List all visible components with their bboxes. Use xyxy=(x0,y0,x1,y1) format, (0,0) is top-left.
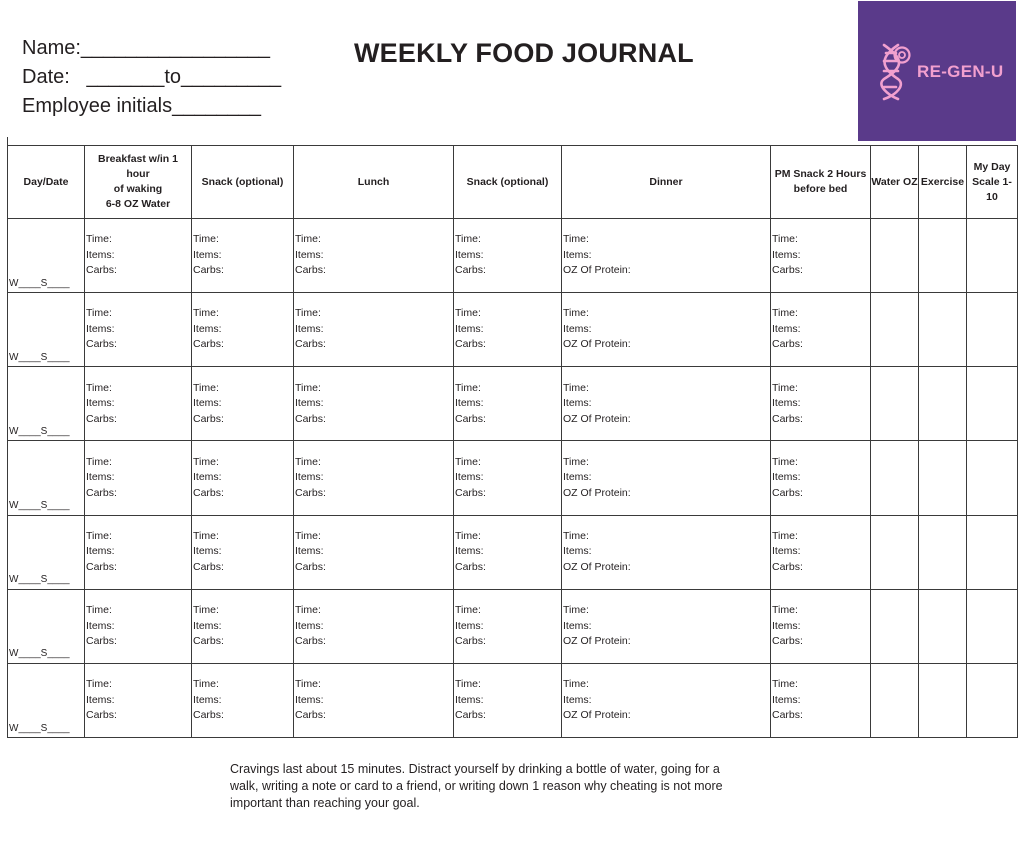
breakfast-cell[interactable] xyxy=(85,367,192,441)
entry-label: OZ Of Protein: xyxy=(563,709,631,722)
lunch-cell[interactable] xyxy=(294,293,454,367)
pm_snack-cell[interactable] xyxy=(771,219,871,293)
entry-label: Items: xyxy=(563,619,592,632)
entry-label: Items: xyxy=(193,619,222,632)
date-range-field[interactable]: Date: _______to_________ xyxy=(22,66,282,88)
entry-label: Carbs: xyxy=(86,635,117,648)
snack1-cell[interactable] xyxy=(192,367,294,441)
snack2-cell[interactable] xyxy=(454,367,562,441)
myday-cell[interactable] xyxy=(967,367,1018,441)
entry-label: Time: xyxy=(193,455,219,468)
entry-label: Time: xyxy=(455,381,481,394)
column-header-label: Lunch xyxy=(357,175,390,188)
entry-label: OZ Of Protein: xyxy=(563,338,631,351)
entry-label: Time: xyxy=(563,604,589,617)
entry-label: Items: xyxy=(455,248,484,261)
entry-label: Items: xyxy=(295,322,324,335)
lunch-cell[interactable] xyxy=(294,663,454,737)
water-cell[interactable] xyxy=(871,663,919,737)
entry-label: Items: xyxy=(772,619,801,632)
entry-label: Time: xyxy=(86,381,112,394)
entry-label: Items: xyxy=(563,693,592,706)
entry-label: Time: xyxy=(295,307,321,320)
entry-label: Time: xyxy=(455,678,481,691)
column-header-label: Water OZ xyxy=(871,175,918,188)
breakfast-cell[interactable] xyxy=(85,663,192,737)
entry-label: Time: xyxy=(193,529,219,542)
exercise-cell[interactable] xyxy=(919,589,967,663)
entry-label: Items: xyxy=(86,693,115,706)
weight-sleep-field[interactable]: W____S____ xyxy=(9,425,70,437)
pm_snack-cell[interactable] xyxy=(771,441,871,515)
dinner-cell[interactable] xyxy=(562,367,771,441)
logo-wordmark: RE-GEN-U xyxy=(917,62,1004,81)
exercise-cell[interactable] xyxy=(919,219,967,293)
entry-label: Items: xyxy=(193,248,222,261)
entry-label: Carbs: xyxy=(455,264,486,277)
myday-cell[interactable] xyxy=(967,663,1018,737)
entry-label: Items: xyxy=(193,545,222,558)
entry-label: Carbs: xyxy=(86,560,117,573)
day-date-cell[interactable] xyxy=(8,515,85,589)
entry-label: Carbs: xyxy=(193,264,224,277)
entry-label: Items: xyxy=(772,322,801,335)
pm_snack-cell[interactable] xyxy=(771,515,871,589)
water-cell[interactable] xyxy=(871,367,919,441)
entry-label: Time: xyxy=(772,678,798,691)
entry-label: Time: xyxy=(86,455,112,468)
table-row xyxy=(8,441,1018,515)
entry-label: Time: xyxy=(295,233,321,246)
weight-sleep-field[interactable]: W____S____ xyxy=(9,648,70,660)
column-header-label: My Day Scale 1-10 xyxy=(972,160,1012,203)
myday-cell[interactable] xyxy=(967,441,1018,515)
entry-label: Time: xyxy=(772,233,798,246)
exercise-cell[interactable] xyxy=(919,367,967,441)
column-header-day xyxy=(8,146,85,219)
water-cell[interactable] xyxy=(871,293,919,367)
entry-label: Time: xyxy=(193,307,219,320)
entry-label: Time: xyxy=(295,381,321,394)
entry-label: Items: xyxy=(455,322,484,335)
column-header-label: Day/Date xyxy=(23,175,69,188)
entry-label: Carbs: xyxy=(772,709,803,722)
entry-label: Items: xyxy=(295,397,324,410)
entry-label: Time: xyxy=(455,233,481,246)
snack1-cell[interactable] xyxy=(192,515,294,589)
weight-sleep-field[interactable]: W____S____ xyxy=(9,722,70,734)
entry-label: Carbs: xyxy=(772,486,803,499)
entry-label: Items: xyxy=(455,619,484,632)
entry-label: Items: xyxy=(563,471,592,484)
entry-label: Items: xyxy=(455,397,484,410)
entry-label: Carbs: xyxy=(86,264,117,277)
entry-label: Items: xyxy=(295,693,324,706)
entry-label: Time: xyxy=(772,455,798,468)
column-header-exercise xyxy=(919,146,967,219)
entry-label: Items: xyxy=(772,693,801,706)
page-title: WEEKLY FOOD JOURNAL xyxy=(354,38,694,68)
entry-label: Carbs: xyxy=(772,412,803,425)
entry-label: Carbs: xyxy=(193,709,224,722)
exercise-cell[interactable] xyxy=(919,293,967,367)
entry-label: Carbs: xyxy=(193,412,224,425)
entry-label: Items: xyxy=(772,545,801,558)
entry-label: Carbs: xyxy=(193,338,224,351)
myday-cell[interactable] xyxy=(967,293,1018,367)
entry-label: Carbs: xyxy=(772,635,803,648)
entry-label: Carbs: xyxy=(772,264,803,277)
lunch-cell[interactable] xyxy=(294,441,454,515)
column-header-snack2 xyxy=(454,146,562,219)
entry-label: OZ Of Protein: xyxy=(563,486,631,499)
entry-label: Time: xyxy=(86,604,112,617)
employee-initials-field[interactable]: Employee initials________ xyxy=(22,95,262,117)
column-header-pm_snack xyxy=(771,146,871,219)
entry-label: Items: xyxy=(193,693,222,706)
entry-label: Items: xyxy=(86,248,115,261)
myday-cell[interactable] xyxy=(967,219,1018,293)
entry-label: Items: xyxy=(772,397,801,410)
entry-label: Carbs: xyxy=(295,412,326,425)
entry-label: Carbs: xyxy=(193,486,224,499)
table-row xyxy=(8,293,1018,367)
entry-label: Time: xyxy=(563,233,589,246)
entry-label: Carbs: xyxy=(455,709,486,722)
breakfast-cell[interactable] xyxy=(85,219,192,293)
entry-label: Carbs: xyxy=(295,560,326,573)
entry-label: Time: xyxy=(295,529,321,542)
snack2-cell[interactable] xyxy=(454,589,562,663)
entry-label: Time: xyxy=(772,381,798,394)
entry-label: Time: xyxy=(563,307,589,320)
entry-label: Items: xyxy=(86,545,115,558)
entry-label: Carbs: xyxy=(193,635,224,648)
dinner-cell[interactable] xyxy=(562,589,771,663)
table-row xyxy=(8,515,1018,589)
column-header-label: Snack (optional) xyxy=(201,175,284,188)
entry-label: Carbs: xyxy=(455,338,486,351)
entry-label: Items: xyxy=(193,397,222,410)
entry-label: Time: xyxy=(86,233,112,246)
entry-label: Items: xyxy=(563,322,592,335)
entry-label: Carbs: xyxy=(455,560,486,573)
entry-label: Carbs: xyxy=(772,560,803,573)
day-date-cell[interactable] xyxy=(8,441,85,515)
company-logo xyxy=(858,1,1016,141)
dinner-cell[interactable] xyxy=(562,663,771,737)
cravings-tip: Cravings last about 15 minutes. Distract yourself by drinking a bottle of water, going for a walk, writing a note or card to a friend, or writing down 1 reason why cheating is not more important than reaching your goal. xyxy=(230,762,723,810)
entry-label: Time: xyxy=(455,455,481,468)
entry-label: Time: xyxy=(455,529,481,542)
entry-label: Items: xyxy=(86,397,115,410)
entry-label: Items: xyxy=(772,471,801,484)
day-date-cell[interactable] xyxy=(8,293,85,367)
breakfast-cell[interactable] xyxy=(85,293,192,367)
column-header-dinner xyxy=(562,146,771,219)
lunch-cell[interactable] xyxy=(294,589,454,663)
entry-label: Time: xyxy=(86,307,112,320)
entry-label: Items: xyxy=(455,471,484,484)
column-header-snack1 xyxy=(192,146,294,219)
entry-label: OZ Of Protein: xyxy=(563,412,631,425)
table-header-row xyxy=(8,146,1018,219)
entry-label: Carbs: xyxy=(295,264,326,277)
entry-label: Carbs: xyxy=(295,486,326,499)
weight-sleep-field[interactable]: W____S____ xyxy=(9,574,70,586)
entry-label: Items: xyxy=(86,619,115,632)
entry-label: Items: xyxy=(455,545,484,558)
lunch-cell[interactable] xyxy=(294,367,454,441)
pm_snack-cell[interactable] xyxy=(771,589,871,663)
entry-label: Items: xyxy=(563,397,592,410)
snack1-cell[interactable] xyxy=(192,441,294,515)
entry-label: Time: xyxy=(772,529,798,542)
entry-label: Carbs: xyxy=(295,709,326,722)
snack2-cell[interactable] xyxy=(454,663,562,737)
day-date-cell[interactable] xyxy=(8,367,85,441)
water-cell[interactable] xyxy=(871,589,919,663)
entry-label: Time: xyxy=(193,233,219,246)
snack1-cell[interactable] xyxy=(192,293,294,367)
column-header-lunch xyxy=(294,146,454,219)
entry-label: Time: xyxy=(193,381,219,394)
pm_snack-cell[interactable] xyxy=(771,293,871,367)
entry-label: Carbs: xyxy=(295,635,326,648)
column-header-myday xyxy=(967,146,1018,219)
snack2-cell[interactable] xyxy=(454,293,562,367)
snack2-cell[interactable] xyxy=(454,219,562,293)
water-cell[interactable] xyxy=(871,515,919,589)
entry-label: Time: xyxy=(772,307,798,320)
entry-label: Carbs: xyxy=(772,338,803,351)
dinner-cell[interactable] xyxy=(562,441,771,515)
entry-label: Items: xyxy=(563,248,592,261)
entry-label: Carbs: xyxy=(455,486,486,499)
entry-label: Items: xyxy=(772,248,801,261)
exercise-cell[interactable] xyxy=(919,515,967,589)
table-row xyxy=(8,663,1018,737)
entry-label: Carbs: xyxy=(86,412,117,425)
entry-label: Time: xyxy=(563,529,589,542)
exercise-cell[interactable] xyxy=(919,663,967,737)
entry-label: Time: xyxy=(772,604,798,617)
entry-label: Carbs: xyxy=(193,560,224,573)
entry-label: Items: xyxy=(295,248,324,261)
entry-label: Time: xyxy=(295,604,321,617)
entry-label: Time: xyxy=(295,455,321,468)
entry-label: OZ Of Protein: xyxy=(563,560,631,573)
column-header-water xyxy=(871,146,919,219)
dinner-cell[interactable] xyxy=(562,515,771,589)
table-row xyxy=(8,367,1018,441)
entry-label: Items: xyxy=(86,471,115,484)
weight-sleep-field[interactable]: W____S____ xyxy=(9,351,70,363)
entry-label: Time: xyxy=(563,678,589,691)
column-header-label: PM Snack 2 Hours before bed xyxy=(774,168,867,195)
entry-label: Time: xyxy=(86,678,112,691)
column-header-label: Exercise xyxy=(920,175,965,188)
pm_snack-cell[interactable] xyxy=(771,663,871,737)
entry-label: Items: xyxy=(193,322,222,335)
water-cell[interactable] xyxy=(871,219,919,293)
entry-label: Items: xyxy=(295,471,324,484)
entry-label: OZ Of Protein: xyxy=(563,635,631,648)
day-date-cell[interactable] xyxy=(8,663,85,737)
entry-label: Carbs: xyxy=(86,709,117,722)
dinner-cell[interactable] xyxy=(562,219,771,293)
column-header-label: Snack (optional) xyxy=(466,175,549,188)
entry-label: Carbs: xyxy=(86,338,117,351)
weight-sleep-field[interactable]: W____S____ xyxy=(9,500,70,512)
snack1-cell[interactable] xyxy=(192,589,294,663)
myday-cell[interactable] xyxy=(967,589,1018,663)
entry-label: Items: xyxy=(563,545,592,558)
myday-cell[interactable] xyxy=(967,515,1018,589)
day-date-cell[interactable] xyxy=(8,219,85,293)
snack1-cell[interactable] xyxy=(192,219,294,293)
entry-label: Time: xyxy=(563,381,589,394)
column-header-label: Dinner xyxy=(649,175,683,188)
exercise-cell[interactable] xyxy=(919,441,967,515)
dinner-cell[interactable] xyxy=(562,293,771,367)
breakfast-cell[interactable] xyxy=(85,515,192,589)
breakfast-cell[interactable] xyxy=(85,441,192,515)
table-row xyxy=(8,589,1018,663)
entry-label: Items: xyxy=(86,322,115,335)
entry-label: Items: xyxy=(295,619,324,632)
snack2-cell[interactable] xyxy=(454,441,562,515)
entry-label: Carbs: xyxy=(86,486,117,499)
breakfast-cell[interactable] xyxy=(85,589,192,663)
entry-label: Time: xyxy=(86,529,112,542)
lunch-cell[interactable] xyxy=(294,219,454,293)
name-field[interactable]: Name:_________________ xyxy=(22,37,270,59)
snack1-cell[interactable] xyxy=(192,663,294,737)
weight-sleep-field[interactable]: W____S____ xyxy=(9,277,70,289)
entry-label: Items: xyxy=(295,545,324,558)
water-cell[interactable] xyxy=(871,441,919,515)
entry-label: Carbs: xyxy=(455,635,486,648)
pm_snack-cell[interactable] xyxy=(771,367,871,441)
dna-helix-icon xyxy=(878,39,914,103)
entry-label: Time: xyxy=(193,678,219,691)
entry-label: Items: xyxy=(193,471,222,484)
day-date-cell[interactable] xyxy=(8,589,85,663)
entry-label: Time: xyxy=(295,678,321,691)
entry-label: OZ Of Protein: xyxy=(563,264,631,277)
entry-label: Items: xyxy=(455,693,484,706)
column-header-breakfast xyxy=(85,146,192,219)
entry-label: Carbs: xyxy=(295,338,326,351)
entry-label: Time: xyxy=(563,455,589,468)
snack2-cell[interactable] xyxy=(454,515,562,589)
lunch-cell[interactable] xyxy=(294,515,454,589)
entry-label: Time: xyxy=(455,604,481,617)
table-row xyxy=(8,219,1018,293)
entry-label: Time: xyxy=(455,307,481,320)
entry-label: Time: xyxy=(193,604,219,617)
entry-label: Carbs: xyxy=(455,412,486,425)
column-header-label: Breakfast w/in 1 hour of waking 6-8 OZ Water xyxy=(98,153,178,210)
food-journal-table xyxy=(7,145,1018,738)
